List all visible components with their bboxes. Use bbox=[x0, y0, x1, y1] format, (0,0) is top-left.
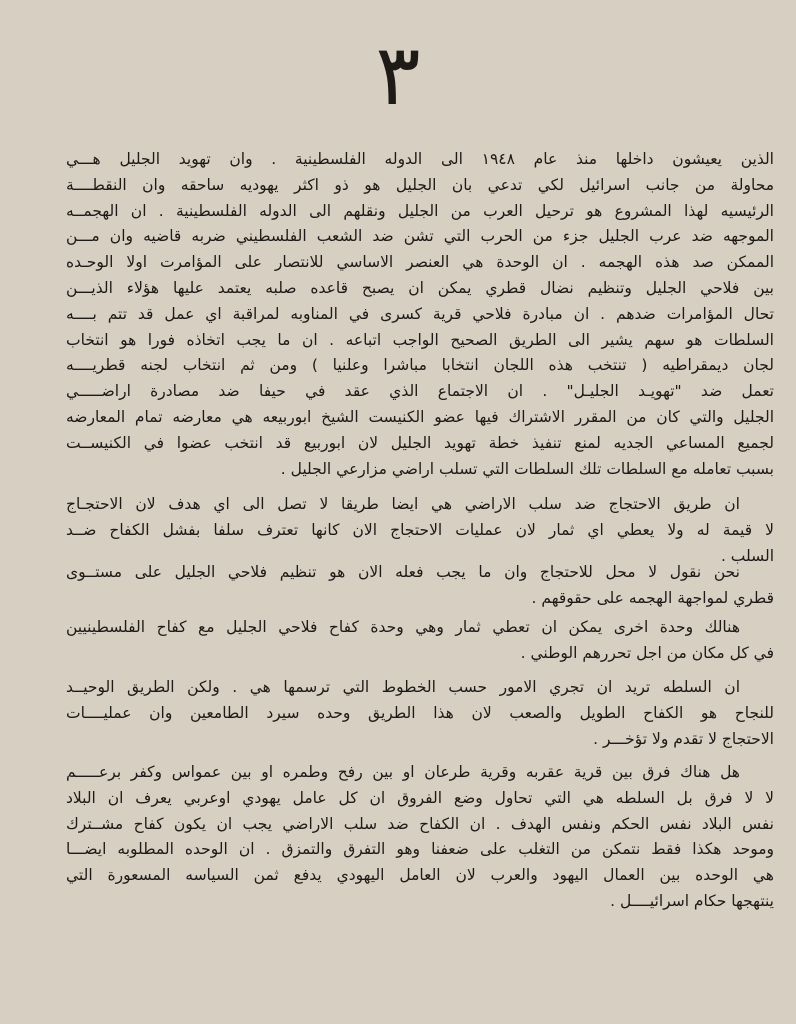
text-line: لجان ديمقراطيه ( تنتخب هذه اللجان انتخابا مباشرا وعلنيا ) ومن ثم انتخاب لجنه قطريــــه bbox=[66, 356, 774, 375]
paragraph-1 bbox=[66, 147, 774, 482]
text-line: للنجاح هو الكفاح الطويل والصعب لان هذا الطريق وحده سيرد الطامعين وان عمليــــات bbox=[66, 703, 774, 722]
paragraph-3 bbox=[66, 560, 774, 612]
text-line: الموجهه ضد عرب الجليل جزء من الحرب التي تشن ضد الشعب الفلسطيني ضربه قاضيه وان مـــن bbox=[66, 227, 774, 246]
text-line: لجميع المساعي الجديه لمنع تنفيذ خطة تهويد الجليل لان ابوربيع قد انتخب عضوا في الكنيســت bbox=[66, 433, 774, 452]
page-number: ٣ bbox=[375, 26, 421, 124]
text-line: لا قيمة له ولا يعطي اي ثمار لان عمليات الاحتجاج الان كانها تعترف سلفا بفشل الكفاح ضــد bbox=[66, 520, 774, 539]
text-line: تحال المؤامرات ضدهم . ان مبادرة فلاحي قرية كسرى في المناوبه لمراقبة اي عمل قد تتم بــــه bbox=[66, 304, 774, 323]
text-line: السلطات هو سهم يشير الى الطريق الصحيح الواجب اتباعه . ان ما يجب اتخاذه فورا هو انتخاب bbox=[66, 330, 774, 349]
paragraph-6 bbox=[66, 760, 774, 915]
text-line: لا لا فرق بل السلطه هي التي تحاول وضع الفروق ان كل عامل يهودي اوعربي يعرف ان البلاد bbox=[66, 788, 774, 807]
text-line: بين فلاحي الجليل وتنظيم نضال قطري يمكن ان يصبح قاعده صلبه يعتمد عليها هؤلاء الذيـــن bbox=[66, 278, 774, 297]
text-line: الرئيسيه لهذا المشروع هو ترحيل العرب من الجليل ونقلهم الى الدوله الفلسطينية . ان الهجمــه bbox=[66, 201, 774, 220]
text-line: هنالك وحدة اخرى يمكن ان تعطي ثمار وهي وحدة كفاح فلاحي الجليل مع كفاح الفلسطينيين bbox=[66, 618, 740, 636]
text-line: قطري لمواجهة الهجمه على حقوقهم . bbox=[531, 588, 774, 607]
text-line: نحن نقول لا محل للاحتجاج وان ما يجب فعله الان هو تنظيم فلاحي الجليل على مستــوى bbox=[66, 563, 740, 581]
text-line: ان السلطه تريد ان تجري الامور حسب الخطوط التي ترسمها هي . ولكن الطريق الوحيــد bbox=[66, 678, 740, 696]
text-line: الذين يعيشون داخلها منذ عام ١٩٤٨ الى الدوله الفلسطينية . وان تهويد الجليل هـــي bbox=[66, 150, 774, 168]
text-line: السلب . bbox=[720, 546, 774, 565]
text-line: ينتهجها حكام اسرائيــــل . bbox=[610, 891, 774, 910]
text-line: الممكن صد هذه الهجمه . ان الوحدة هي العنصر الاساسي للانتصار على المؤامرت اولا الوحـده bbox=[66, 253, 774, 272]
text-line: الاحتجاج لا تقدم ولا تؤخـــر . bbox=[593, 729, 774, 748]
text-line: في كل مكان من اجل تحررهم الوطني . bbox=[520, 643, 774, 662]
text-line: ان طريق الاحتجاج ضد سلب الاراضي هي ايضا طريقا لا تصل الى اي هدف لان الاحتجـاج bbox=[66, 495, 740, 513]
paragraph-5 bbox=[66, 675, 774, 752]
text-line: الجليل والتي كان من المقرر الاشتراك فيها عضو الكنيست الشيخ ابوربيعه هي معارضه تمام المعارضه bbox=[66, 407, 774, 426]
text-line: هل هناك فرق بين قرية عقربه وقرية طرعان او بين رفح وطمره او بين عمواس وكفر برعـــــم bbox=[66, 763, 740, 781]
text-line: وموحد هكذا فقط نتمكن من التغلب على ضعفنا وهو التفرق والتمزق . ان الوحده المطلوبه ايضـــا bbox=[66, 840, 774, 859]
text-line: بسبب تعامله مع السلطات تلك السلطات التي تسلب اراضي مزارعي الجليل . bbox=[280, 459, 774, 478]
text-line: تعمل ضد "تهويـد الجليـل" . ان الاجتماع الذي عقد في حيفا ضد مصادرة اراضـــــي bbox=[66, 382, 774, 401]
text-line: هي الوحده بين العمال اليهود والعرب لان العامل اليهودي يدفع ثمن السياسه المسعورة التي bbox=[66, 866, 774, 885]
text-line: نفس البلاد نفس الحكم ونفس الهدف . ان الكفاح ضد سلب الاراضي يجب ان يكون كفاح مشــترك bbox=[66, 814, 774, 833]
paragraph-4 bbox=[66, 615, 774, 667]
paragraph-2 bbox=[66, 492, 774, 569]
text-line: محاولة من جانب اسرائيل لكي تدعي بان الجليل هو ذو اكثر يهوديه ساحقه وان النقطــــة bbox=[66, 175, 774, 194]
